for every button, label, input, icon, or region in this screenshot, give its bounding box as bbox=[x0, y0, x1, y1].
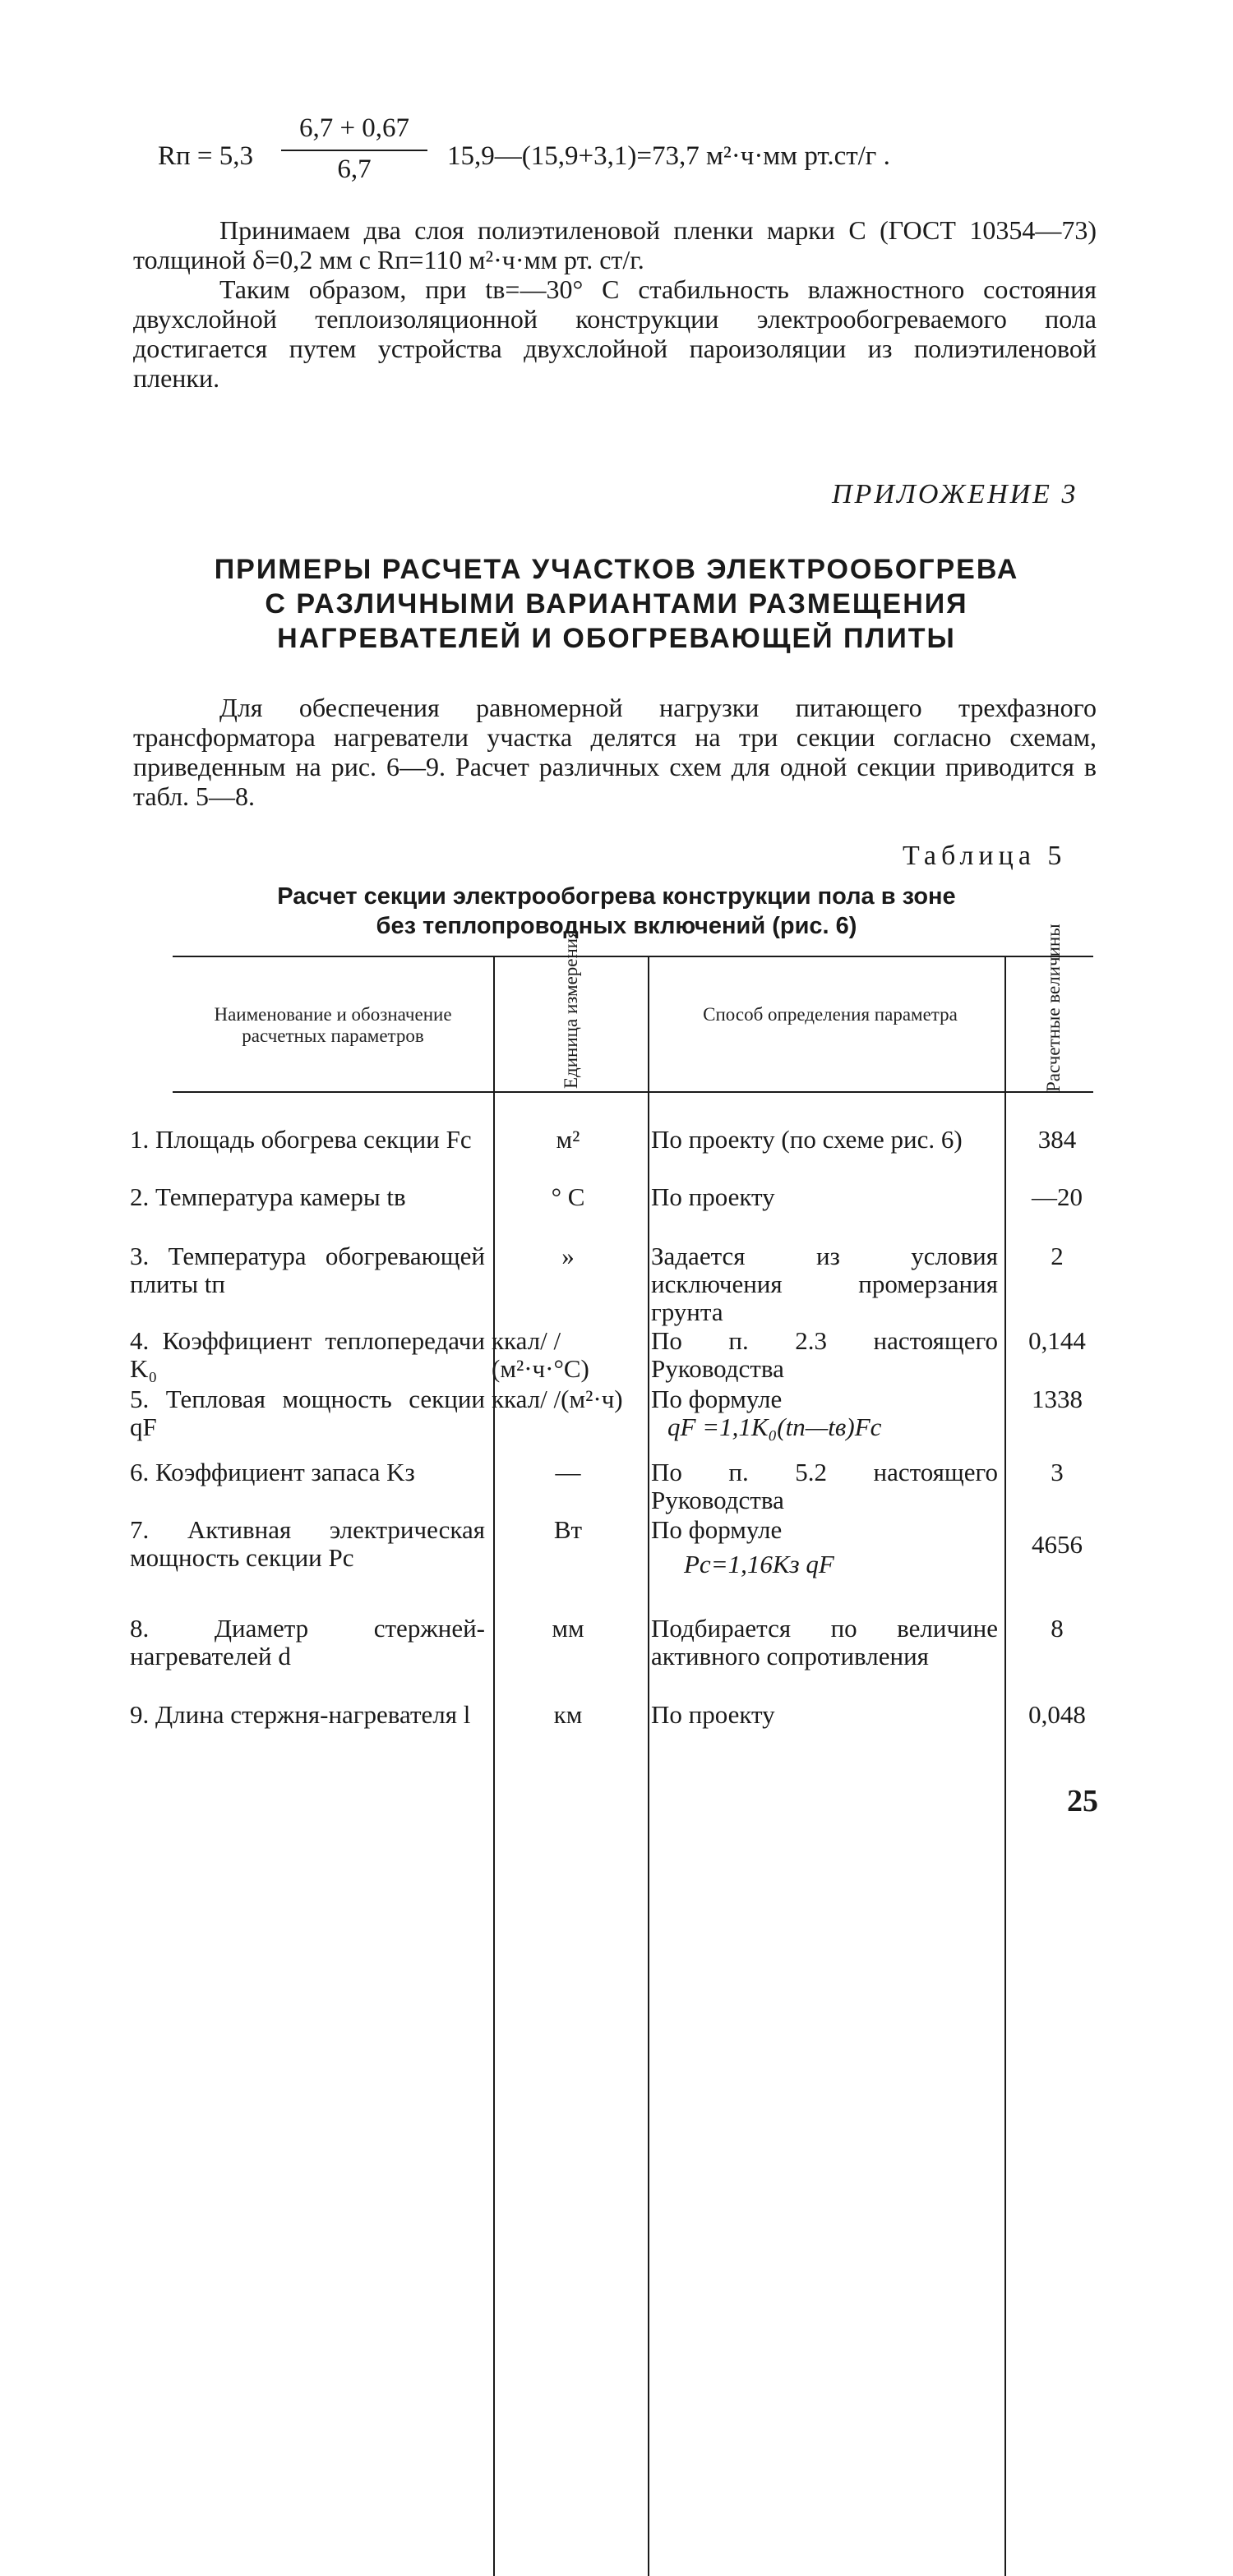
param-value: 0,144 bbox=[1028, 1326, 1086, 1355]
caption-line: без теплопроводных включений (рис. 6) bbox=[376, 913, 857, 939]
table-caption bbox=[173, 882, 1060, 941]
param-name: 3. Температура обогревающей плиты tп bbox=[130, 1242, 485, 1298]
param-method: По проекту (по схеме рис. 6) bbox=[651, 1125, 963, 1154]
table-number: Таблица 5 bbox=[903, 841, 1067, 871]
header-name: Наименование и обозначение расчетных параметров bbox=[214, 1004, 452, 1046]
param-unit: м² bbox=[556, 1125, 580, 1154]
param-method: По п. 5.2 настоящего Руководства bbox=[651, 1458, 998, 1514]
title-line: НАГРЕВАТЕЛЕЙ И ОБОГРЕВАЮЩЕЙ ПЛИТЫ bbox=[277, 623, 956, 654]
param-name: 2. Температура камеры tв bbox=[130, 1182, 406, 1211]
paragraph: Для обеспечения равномерной нагрузки питающего трехфазного трансформатора нагреватели участка делятся на три секции согласно схемам, приведенным на рис. 6—9. Расчет различных схем для одной секции приводится в табл. 5—8. bbox=[133, 693, 1097, 811]
param-unit: Вт bbox=[553, 1515, 583, 1544]
param-name: 9. Длина стержня-нагревателя l bbox=[130, 1700, 471, 1729]
param-method: Задается из условия исключения промерзания грунта bbox=[651, 1242, 998, 1326]
appendix-label: ПРИЛОЖЕНИЕ 3 bbox=[832, 479, 1078, 509]
caption-line: Расчет секции электрообогрева конструкции пола в зоне bbox=[277, 883, 956, 910]
formula-fraction bbox=[281, 115, 427, 183]
param-name: 4. Коэффициент теплопередачи K₀ bbox=[130, 1326, 485, 1383]
param-unit: » bbox=[561, 1242, 575, 1270]
param-name: 6. Коэффициент запаса Kз bbox=[130, 1458, 415, 1486]
param-value: 384 bbox=[1037, 1125, 1077, 1154]
page-number: 25 bbox=[1067, 1784, 1098, 1818]
method-formula: Pс=1,16Kз qF bbox=[684, 1550, 834, 1578]
param-value: 3 bbox=[1051, 1458, 1064, 1486]
param-method: Подбирается по величине активного сопротивления bbox=[651, 1614, 998, 1670]
param-value: 2 bbox=[1051, 1242, 1064, 1270]
method-text: По формуле bbox=[651, 1385, 783, 1413]
param-name: 8. Диаметр стержней-нагревателей d bbox=[130, 1614, 485, 1670]
title-line: ПРИМЕРЫ РАСЧЕТА УЧАСТКОВ ЭЛЕКТРООБОГРЕВА bbox=[214, 554, 1019, 585]
param-unit: — bbox=[555, 1458, 581, 1486]
header-value: Расчетные величины bbox=[1043, 924, 1064, 1092]
formula-rhs: 15,9—(15,9+3,1)=73,7 м²·ч·мм рт.ст/г . bbox=[447, 141, 890, 171]
param-unit: ° С bbox=[551, 1182, 585, 1211]
method-formula: qF =1,1K₀(tп—tв)Fс bbox=[667, 1412, 882, 1441]
fraction-bar bbox=[281, 150, 427, 151]
table-header-rule bbox=[173, 1091, 1093, 1093]
column-divider bbox=[1004, 956, 1006, 2576]
table-top-rule bbox=[173, 956, 1093, 957]
param-method bbox=[651, 1385, 998, 1441]
param-value: 1338 bbox=[1032, 1385, 1083, 1413]
paragraph: Принимаем два слоя полиэтиленовой пленки марки С (ГОСТ 10354—73) толщиной δ=0,2 мм с Rп=110 м²·ч·мм рт. ст/г. bbox=[133, 215, 1097, 274]
param-unit: км bbox=[553, 1700, 583, 1729]
header-method: Способ определения параметра bbox=[703, 1004, 958, 1025]
param-value: —20 bbox=[1032, 1182, 1083, 1211]
param-name: 1. Площадь обогрева секции Fс bbox=[130, 1125, 472, 1154]
param-method: По проекту bbox=[651, 1700, 775, 1729]
param-unit: мм bbox=[552, 1614, 584, 1643]
formula-denominator: 6,7 bbox=[337, 154, 372, 184]
param-method: По п. 2.3 настоящего Руководства bbox=[651, 1326, 998, 1383]
param-unit: ккал/ / (м²·ч·°С) bbox=[492, 1326, 589, 1383]
param-method: По проекту bbox=[651, 1182, 775, 1211]
param-name: 5. Тепловая мощность секции qF bbox=[130, 1385, 485, 1441]
body-text bbox=[133, 215, 1097, 393]
formula-lhs: Rп = 5,3 bbox=[158, 141, 254, 171]
method-text: По формуле bbox=[651, 1515, 783, 1544]
param-value: 8 bbox=[1051, 1614, 1064, 1643]
header-unit: Единица измерения bbox=[561, 929, 581, 1089]
param-value: 4656 bbox=[1032, 1530, 1083, 1559]
formula-numerator: 6,7 + 0,67 bbox=[298, 113, 410, 143]
paragraph: Таким образом, при tв=—30° С стабильность влажностного состояния двухслойной теплоизоляционной конструкции электрообогреваемого пола достигается путем устройства двухслойной пароизоляции из полиэтиленовой пленки. bbox=[133, 274, 1097, 393]
param-value: 0,048 bbox=[1028, 1700, 1086, 1729]
appendix-intro bbox=[133, 693, 1097, 811]
title-line: С РАЗЛИЧНЫМИ ВАРИАНТАМИ РАЗМЕЩЕНИЯ bbox=[265, 588, 968, 620]
param-unit: ккал/ /(м²·ч) bbox=[492, 1385, 623, 1413]
column-divider bbox=[648, 956, 649, 2576]
param-name: 7. Активная электрическая мощность секции Pс bbox=[130, 1515, 485, 1572]
appendix-title bbox=[123, 552, 1110, 656]
param-method bbox=[651, 1516, 998, 1578]
